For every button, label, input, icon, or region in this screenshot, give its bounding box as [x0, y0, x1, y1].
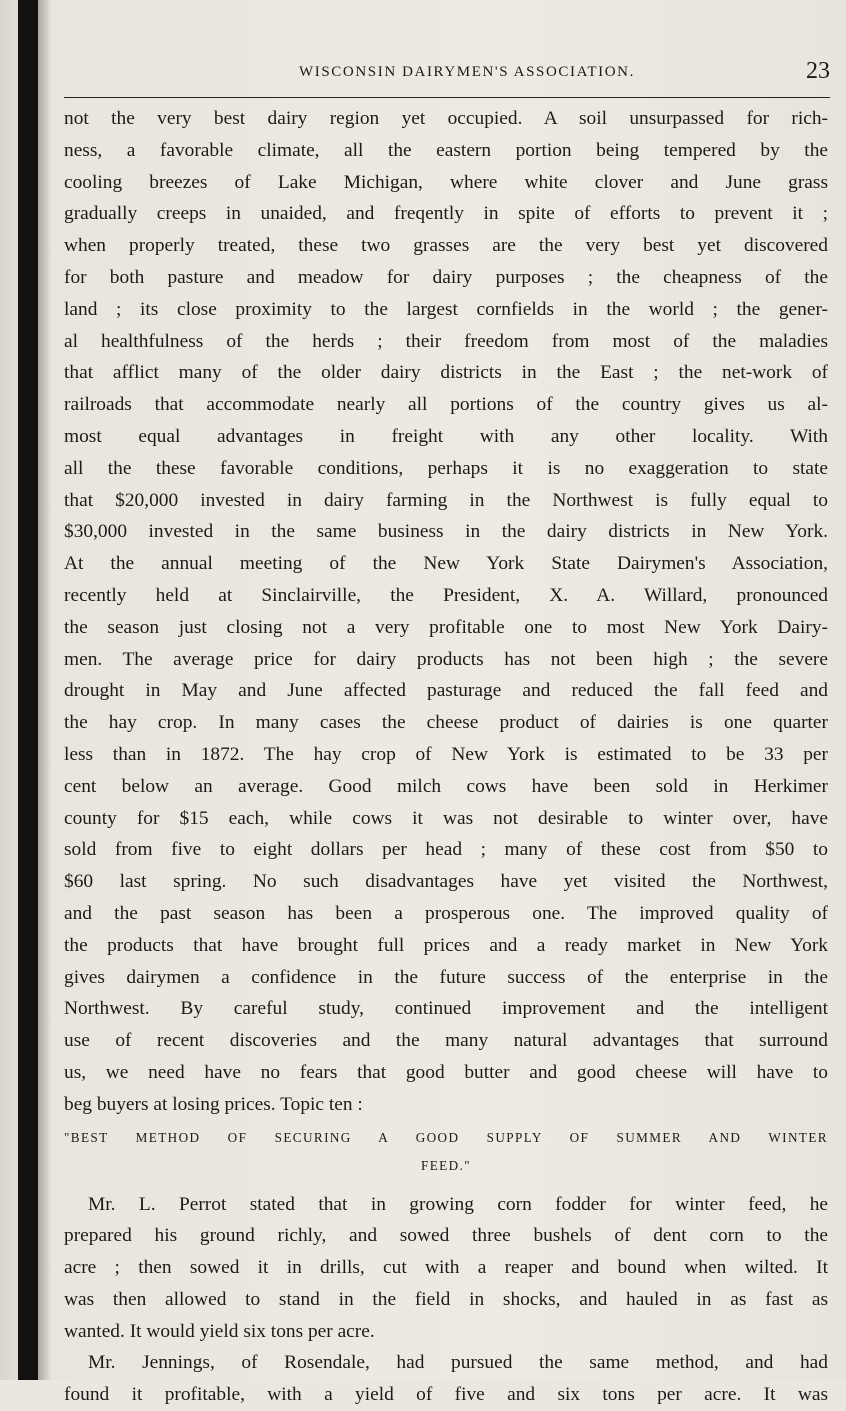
- text-line: less than in 1872. The hay crop of New York is estimated to be 33 per: [64, 743, 828, 765]
- text-line: Mr. L. Perrot stated that in growing corn fodder for winter feed, he: [88, 1193, 828, 1215]
- text-line: At the annual meeting of the New York State Dairymen's Association,: [64, 553, 828, 575]
- page-header: [64, 60, 830, 90]
- text-line: cent below an average. Good milch cows have been sold in Herkimer: [64, 775, 828, 797]
- text-line: most equal advantages in freight with any other locality. With: [64, 425, 828, 447]
- text-line: was then allowed to stand in the field in shocks, and hauled in as fast as: [64, 1288, 828, 1310]
- text-line: acre ; then sowed it in drills, cut with a reaper and bound when wilted. It: [64, 1257, 828, 1279]
- text-line: ness, a favorable climate, all the eastern portion being tempered by the: [64, 139, 828, 161]
- text-line: and the past season has been a prosperous one. The improved quality of: [64, 902, 828, 924]
- text-line: Mr. Jennings, of Rosendale, had pursued the same method, and had: [88, 1352, 828, 1374]
- topic-heading: "BEST METHOD OF SECURING A GOOD SUPPLY OF SUMMER AND WINTER: [64, 1129, 828, 1145]
- text-line: cooling breezes of Lake Michigan, where white clover and June grass: [64, 171, 828, 193]
- running-head: WISCONSIN DAIRYMEN'S ASSOCIATION.: [299, 64, 635, 80]
- text-line: recently held at Sinclairville, the President, X. A. Willard, pronounced: [64, 584, 828, 606]
- book-binding-edge: [18, 0, 38, 1380]
- text-line: the products that have brought full prices and a ready market in New York: [64, 934, 828, 956]
- binding-shadow: [38, 0, 52, 1380]
- text-line: gradually creeps in unaided, and freqently in spite of efforts to prevent it ;: [64, 203, 828, 225]
- text-line: all the these favorable conditions, perhaps it is no exaggeration to state: [64, 457, 828, 479]
- text-line: railroads that accommodate nearly all portions of the country gives us al-: [64, 394, 828, 416]
- text-line: the hay crop. In many cases the cheese product of dairies is one quarter: [64, 712, 828, 734]
- header-rule: [64, 97, 830, 98]
- text-line: Northwest. By careful study, continued improvement and the intelligent: [64, 998, 828, 1020]
- page-number: 23: [806, 58, 830, 84]
- text-line: al healthfulness of the herds ; their freedom from most of the maladies: [64, 330, 828, 352]
- text-line: found it profitable, with a yield of five and six tons per acre. It was: [64, 1384, 828, 1406]
- text-line: beg buyers at losing prices. Topic ten :: [64, 1093, 363, 1115]
- text-line: use of recent discoveries and the many natural advantages that surround: [64, 1030, 828, 1052]
- text-line: drought in May and June affected pasturage and reduced the fall feed and: [64, 680, 828, 702]
- text-line: sold from five to eight dollars per head ; many of these cost from $50 to: [64, 839, 828, 861]
- text-line: $60 last spring. No such disadvantages have yet visited the Northwest,: [64, 871, 828, 893]
- text-line: the season just closing not a very profitable one to most New York Dairy-: [64, 616, 828, 638]
- text-line: prepared his ground richly, and sowed three bushels of dent corn to the: [64, 1225, 828, 1247]
- text-line: men. The average price for dairy products has not been high ; the severe: [64, 648, 828, 670]
- text-line: that $20,000 invested in dairy farming in the Northwest is fully equal to: [64, 489, 828, 511]
- text-line: that afflict many of the older dairy districts in the East ; the net-work of: [64, 362, 828, 384]
- text-line: for both pasture and meadow for dairy purposes ; the cheapness of the: [64, 266, 828, 288]
- text-line: not the very best dairy region yet occupied. A soil unsurpassed for rich-: [64, 108, 828, 129]
- text-line: gives dairymen a confidence in the future success of the enterprise in the: [64, 966, 828, 988]
- text-line: land ; its close proximity to the largest cornfields in the world ; the gener-: [64, 298, 828, 320]
- text-line: county for $15 each, while cows it was not desirable to winter over, have: [64, 807, 828, 829]
- text-line: $30,000 invested in the same business in the dairy districts in New York.: [64, 521, 828, 543]
- topic-heading: FEED.": [420, 1157, 472, 1173]
- text-line: us, we need have no fears that good butter and good cheese will have to: [64, 1061, 828, 1083]
- text-line: when properly treated, these two grasses are the very best yet discovered: [64, 235, 828, 257]
- text-line: wanted. It would yield six tons per acre.: [64, 1320, 375, 1342]
- body-text: [64, 103, 828, 1411]
